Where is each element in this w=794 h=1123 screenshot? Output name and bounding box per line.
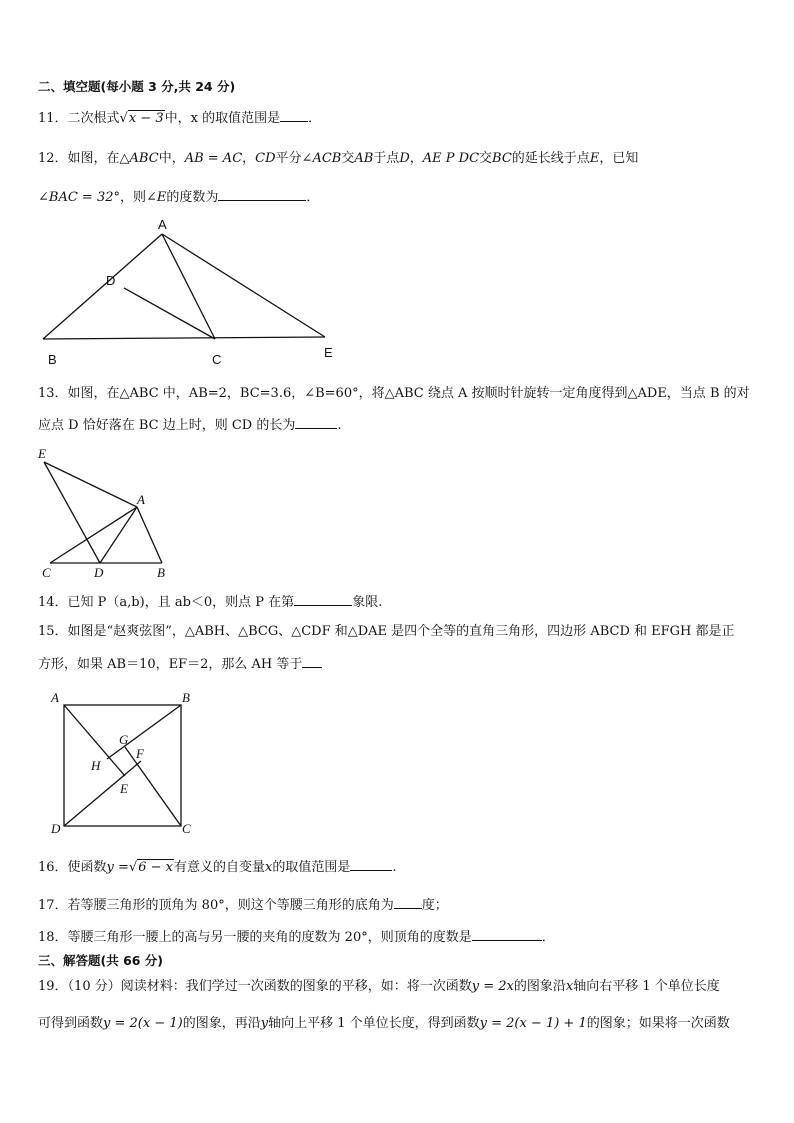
q12-prefix: 12．如图，在: [38, 151, 120, 166]
question-14: [38, 592, 382, 612]
segment-ae: [162, 234, 325, 337]
q12-math: AB: [354, 151, 374, 166]
question-15-line-2: [38, 654, 322, 674]
q13-end: .: [337, 418, 342, 433]
q11-prefix: 11．二次根式: [38, 111, 120, 126]
segment-df: [64, 761, 141, 826]
q11-end: ．: [308, 111, 322, 126]
question-19-line-1: [38, 978, 720, 996]
q19-text: 的图象；如果将一次函数: [586, 1016, 730, 1031]
q12-text: ，则: [119, 190, 146, 205]
q19-text: 的图象，再沿: [182, 1016, 261, 1031]
label-d: D: [94, 565, 104, 580]
q14-text: 14．已知 P（a,b)，且 ab＜0，则点 P 在第: [38, 595, 295, 610]
q16-text: 有意义的自变量: [173, 860, 265, 875]
q12-text: 的延长线于点: [511, 151, 590, 166]
q12-text: ，: [409, 151, 423, 166]
square-abcd: [64, 705, 181, 826]
sqrt-symbol: √: [128, 860, 138, 875]
q19-math: y = 2x: [471, 979, 514, 994]
q12-math: AE P DC: [422, 151, 480, 166]
question-13-line-1: 13．如图，在△ABC 中，AB=2，BC=3.6，∠B=60°，将△ABC 绕点 A 按顺时针旋转一定角度得到△ADE，当点 B 的对: [38, 386, 750, 401]
segment-ac: [50, 507, 137, 563]
q12-text: ，已知: [599, 151, 639, 166]
question-17: [38, 895, 448, 915]
q12-math: BC: [492, 151, 512, 166]
label-e: E: [324, 345, 333, 360]
segment-ab: [43, 234, 162, 339]
q12-text: 平分: [275, 151, 302, 166]
segment-ce: [125, 747, 181, 826]
section-heading-fill-blank: 二、填空题(每小题 3 分,共 24 分): [38, 79, 236, 94]
q19-math: x: [565, 979, 574, 994]
q12-text: 于点: [373, 151, 400, 166]
q15-text: 方形，如果 AB＝10，EF＝2，那么 AH 等于: [38, 657, 303, 672]
sqrt-symbol: √: [119, 111, 128, 126]
question-12-line-2: [38, 187, 319, 207]
q11-text: 中，x 的取值范围是: [164, 111, 281, 126]
label-b: B: [182, 690, 190, 705]
q17-text: 度；: [421, 898, 448, 913]
segment-ea: [44, 462, 137, 507]
label-d: D: [106, 273, 116, 288]
q12-math: △ABC: [119, 151, 159, 166]
label-f: F: [136, 746, 144, 761]
label-g: G: [119, 732, 129, 747]
q12-text: 的度数为: [166, 190, 219, 205]
q12-math: ∠ACB: [301, 151, 342, 166]
q14-text: 象限.: [352, 595, 383, 610]
q12-end: ．: [306, 190, 320, 205]
answer-blank[interactable]: [218, 187, 306, 201]
q19-math: y = 2(x − 1): [103, 1016, 183, 1031]
label-a: A: [137, 492, 145, 507]
q19-text: 轴向右平移 1 个单位长度: [573, 979, 720, 994]
q19-text: 轴向上平移 1 个单位长度，得到函数: [268, 1016, 480, 1031]
q12-text: 交: [479, 151, 493, 166]
q19-text: 可得到函数: [38, 1016, 104, 1031]
q13-rotation-figure: [36, 443, 176, 580]
q16-math: x: [265, 860, 273, 875]
q18-end: ．: [541, 930, 555, 945]
q12-math: E: [589, 151, 600, 166]
question-18: [38, 927, 555, 947]
q12-math: CD: [255, 151, 276, 166]
segment-ad: [100, 507, 137, 563]
q19-text: 19．（10 分）阅读材料：我们学过一次函数的图象的平移，如：将一次函数: [38, 979, 472, 994]
label-a: A: [51, 690, 59, 705]
q12-text: 中，: [158, 151, 185, 166]
segment-ac: [162, 234, 215, 339]
question-12-line-1: [38, 150, 638, 168]
answer-blank[interactable]: [302, 654, 322, 668]
segment-be: [43, 337, 325, 339]
answer-blank[interactable]: [472, 927, 542, 941]
q16-text: 16．使函数: [38, 860, 107, 875]
question-11: [38, 108, 321, 128]
q16-math: y =: [106, 860, 129, 875]
label-b: B: [48, 352, 57, 367]
q19-math: y = 2(x − 1) + 1: [479, 1016, 587, 1031]
q12-math: ∠E: [146, 190, 167, 205]
label-d: D: [51, 821, 61, 836]
label-c: C: [42, 565, 51, 580]
q13-text: 应点 D 恰好落在 BC 边上时，则 CD 的长为: [38, 418, 296, 433]
answer-blank[interactable]: [394, 895, 422, 909]
label-e: E: [38, 446, 46, 461]
segment-ab: [137, 507, 162, 563]
q16-radicand: 6 − x: [138, 860, 173, 875]
answer-blank[interactable]: [295, 415, 337, 429]
question-19-line-2: [38, 1015, 730, 1033]
answer-blank[interactable]: [294, 592, 352, 606]
label-c: C: [212, 352, 222, 367]
q12-math: D: [399, 151, 410, 166]
answer-blank[interactable]: [280, 108, 308, 122]
q12-triangle-figure: [40, 212, 350, 372]
section-heading-solve: 三、解答题(共 66 分): [38, 953, 164, 968]
segment-ed: [44, 462, 100, 563]
answer-blank[interactable]: [350, 857, 392, 871]
question-15-line-1: 15．如图是“赵爽弦图”，△ABH、△BCG、△CDF 和△DAE 是四个全等的直角三角形，四边形 ABCD 和 EFGH 都是正: [38, 624, 735, 639]
q11-radicand: x − 3: [128, 111, 164, 126]
q12-math: AB = AC: [184, 151, 243, 166]
question-13-line-2: [38, 415, 341, 435]
label-h: H: [91, 758, 101, 773]
q19-math: y: [260, 1016, 269, 1031]
q16-text: 的取值范围是: [272, 860, 351, 875]
q12-math: ∠BAC = 32°: [38, 190, 120, 205]
segment-cd: [124, 288, 215, 339]
label-c: C: [182, 821, 191, 836]
question-16: [38, 857, 397, 877]
label-e: E: [120, 781, 128, 796]
q12-text: 交: [341, 151, 355, 166]
q15-string-diagram-figure: [44, 686, 204, 838]
q12-text: ，: [242, 151, 256, 166]
q16-end: .: [392, 860, 397, 875]
label-b: B: [157, 565, 165, 580]
q17-text: 17．若等腰三角形的顶角为 80°，则这个等腰三角形的底角为: [38, 898, 394, 913]
q19-text: 的图象沿: [513, 979, 566, 994]
q18-text: 18．等腰三角形一腰上的高与另一腰的夹角的度数为 20°，则顶角的度数是: [38, 930, 472, 945]
label-a: A: [158, 217, 167, 232]
